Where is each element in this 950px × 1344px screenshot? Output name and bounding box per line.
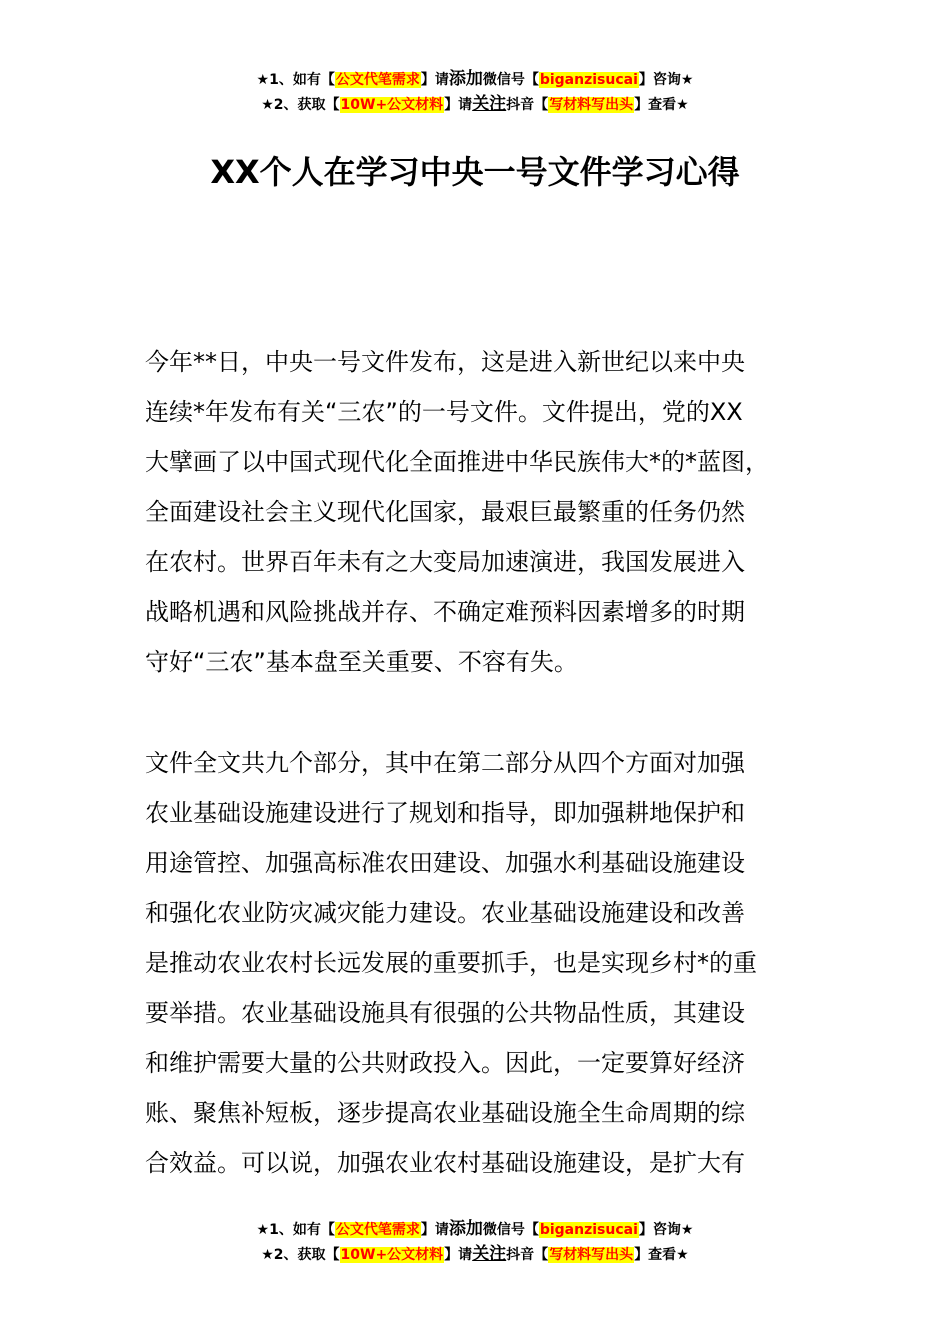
materials-highlight: 10W+公文材料 xyxy=(340,97,444,113)
wechat-id: biganzisucai xyxy=(539,72,638,88)
text-line: 是推动农业农村长远发展的重要抓手，也是实现乡村*的重 xyxy=(145,949,757,977)
document-title: XX个人在学习中央一号文件学习心得 xyxy=(210,153,740,191)
text-line: 合效益。可以说，加强农业农村基础设施建设，是扩大有 xyxy=(145,1149,745,1177)
text-line: 农业基础设施建设进行了规划和指导，即加强耕地保护和 xyxy=(145,799,745,827)
text-line: 连续*年发布有关“三农”的一号文件。文件提出，党的XX xyxy=(145,398,743,426)
text-line: 大擘画了以中国式现代化全面推进中华民族伟大*的*蓝图， xyxy=(145,448,769,476)
header-banner xyxy=(0,67,950,117)
banner-line-2: ★2、获取【10W+公文材料】请关注抖音【写材料写出头】查看★ xyxy=(261,94,689,114)
text-line: 要举措。农业基础设施具有很强的公共物品性质，其建设 xyxy=(145,999,745,1027)
text-line: 用途管控、加强高标准农田建设、加强水利基础设施建设 xyxy=(145,849,745,877)
text-line: 在农村。世界百年未有之大变局加速演进，我国发展进入 xyxy=(145,548,745,576)
banner-line-1: ★1、如有【公文代笔需求】请添加微信号【biganzisucai】咨询★ xyxy=(256,1219,694,1239)
footer-banner xyxy=(0,1217,950,1267)
materials-highlight: 10W+公文材料 xyxy=(340,1247,444,1263)
text-line: 守好“三农”基本盘至关重要、不容有失。 xyxy=(145,648,578,676)
text-line: 和维护需要大量的公共财政投入。因此，一定要算好经济 xyxy=(145,1049,745,1077)
text-line: 账、聚焦补短板，逐步提高农业基础设施全生命周期的综 xyxy=(145,1099,745,1127)
text-line: 和强化农业防灾减灾能力建设。农业基础设施建设和改善 xyxy=(145,899,745,927)
service-highlight: 公文代笔需求 xyxy=(335,1222,420,1238)
wechat-id: biganzisucai xyxy=(539,1222,638,1238)
text-line: 文件全文共九个部分，其中在第二部分从四个方面对加强 xyxy=(145,749,745,777)
paragraph-1 xyxy=(145,337,835,687)
douyin-account: 写材料写出头 xyxy=(549,1247,634,1263)
service-highlight: 公文代笔需求 xyxy=(335,72,420,88)
text-line: 战略机遇和风险挑战并存、不确定难预料因素增多的时期 xyxy=(145,598,745,626)
paragraph-2 xyxy=(145,738,835,1188)
text-line: 今年**日，中央一号文件发布，这是进入新世纪以来中央 xyxy=(145,348,745,376)
banner-line-2: ★2、获取【10W+公文材料】请关注抖音【写材料写出头】查看★ xyxy=(261,1244,689,1264)
douyin-account: 写材料写出头 xyxy=(549,97,634,113)
banner-line-1: ★1、如有【公文代笔需求】请添加微信号【biganzisucai】咨询★ xyxy=(256,69,694,89)
text-line: 全面建设社会主义现代化国家，最艰巨最繁重的任务仍然 xyxy=(145,498,745,526)
